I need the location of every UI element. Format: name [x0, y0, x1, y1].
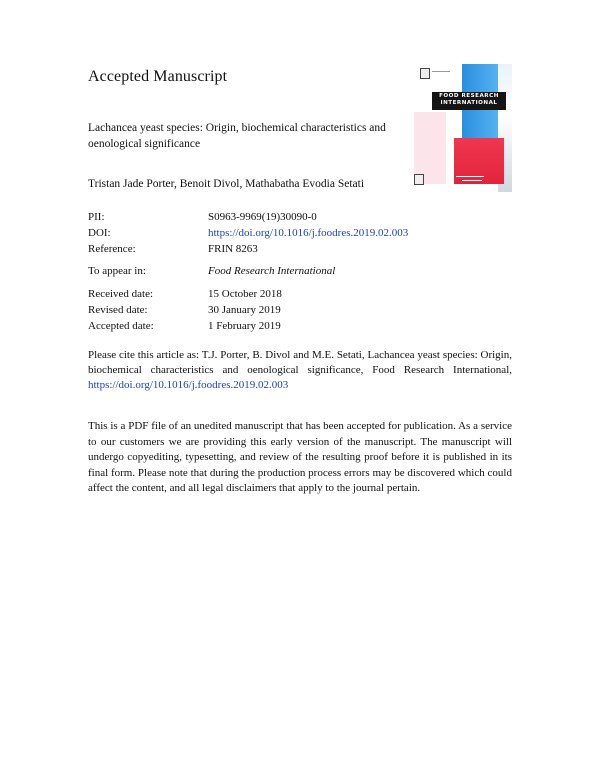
cover-tiny-line [462, 180, 482, 181]
journal-name: Food Research International [208, 265, 336, 277]
doi-link[interactable]: https://doi.org/10.1016/j.foodres.2019.02.003 [208, 227, 409, 239]
received-date-label: Received date: [88, 288, 154, 300]
cover-red-panel [454, 138, 504, 184]
reference-label: Reference: [88, 243, 136, 255]
reference-value: FRIN 8263 [208, 243, 258, 255]
appear-in-label: To appear in: [88, 265, 146, 277]
revised-date-value: 30 January 2019 [208, 304, 281, 316]
journal-cover-image [414, 64, 512, 192]
cover-tiny-line [456, 176, 484, 177]
accepted-date-label: Accepted date: [88, 320, 154, 332]
citation-text: Please cite this article as: T.J. Porter, B. Divol and M.E. Setati, Lachancea yeast species: Origin, biochemical characteristics and oenological significance, Food Research International, [88, 349, 512, 376]
cover-journal-line-2: INTERNATIONAL [440, 100, 498, 106]
citation-paragraph [88, 348, 512, 393]
disclaimer-paragraph: This is a PDF file of an unedited manuscript that has been accepted for publication. As a service to our customers we are providing this early version of the manuscript. The manuscript will undergo copyediting, typesetting, and review of the resulting proof before it is published in its final form. Please note that during the production process errors may be discovered which could affect the content, and all legal disclaimers that apply to the journal pertain. [88, 420, 512, 494]
cover-tiny-line [432, 71, 450, 72]
manuscript-heading: Accepted Manuscript [88, 68, 228, 85]
accepted-date-value: 1 February 2019 [208, 320, 281, 332]
received-date-value: 15 October 2018 [208, 288, 282, 300]
publisher-logo-icon [420, 68, 430, 79]
cover-journal-name [434, 93, 504, 107]
citation-doi-link[interactable]: https://doi.org/10.1016/j.foodres.2019.02.003 [88, 379, 289, 391]
pii-label: PII: [88, 211, 105, 223]
article-title: Lachancea yeast species: Origin, biochemical characteristics and oenological significance [88, 122, 386, 150]
doi-label: DOI: [88, 227, 111, 239]
article-authors: Tristan Jade Porter, Benoit Divol, Mathabatha Evodia Setati [88, 178, 365, 190]
cover-journal-line-1: FOOD RESEARCH [439, 93, 499, 99]
revised-date-label: Revised date: [88, 304, 148, 316]
publisher-logo-icon-bottom [414, 174, 424, 185]
pii-value: S0963-9969(19)30090-0 [208, 211, 317, 223]
